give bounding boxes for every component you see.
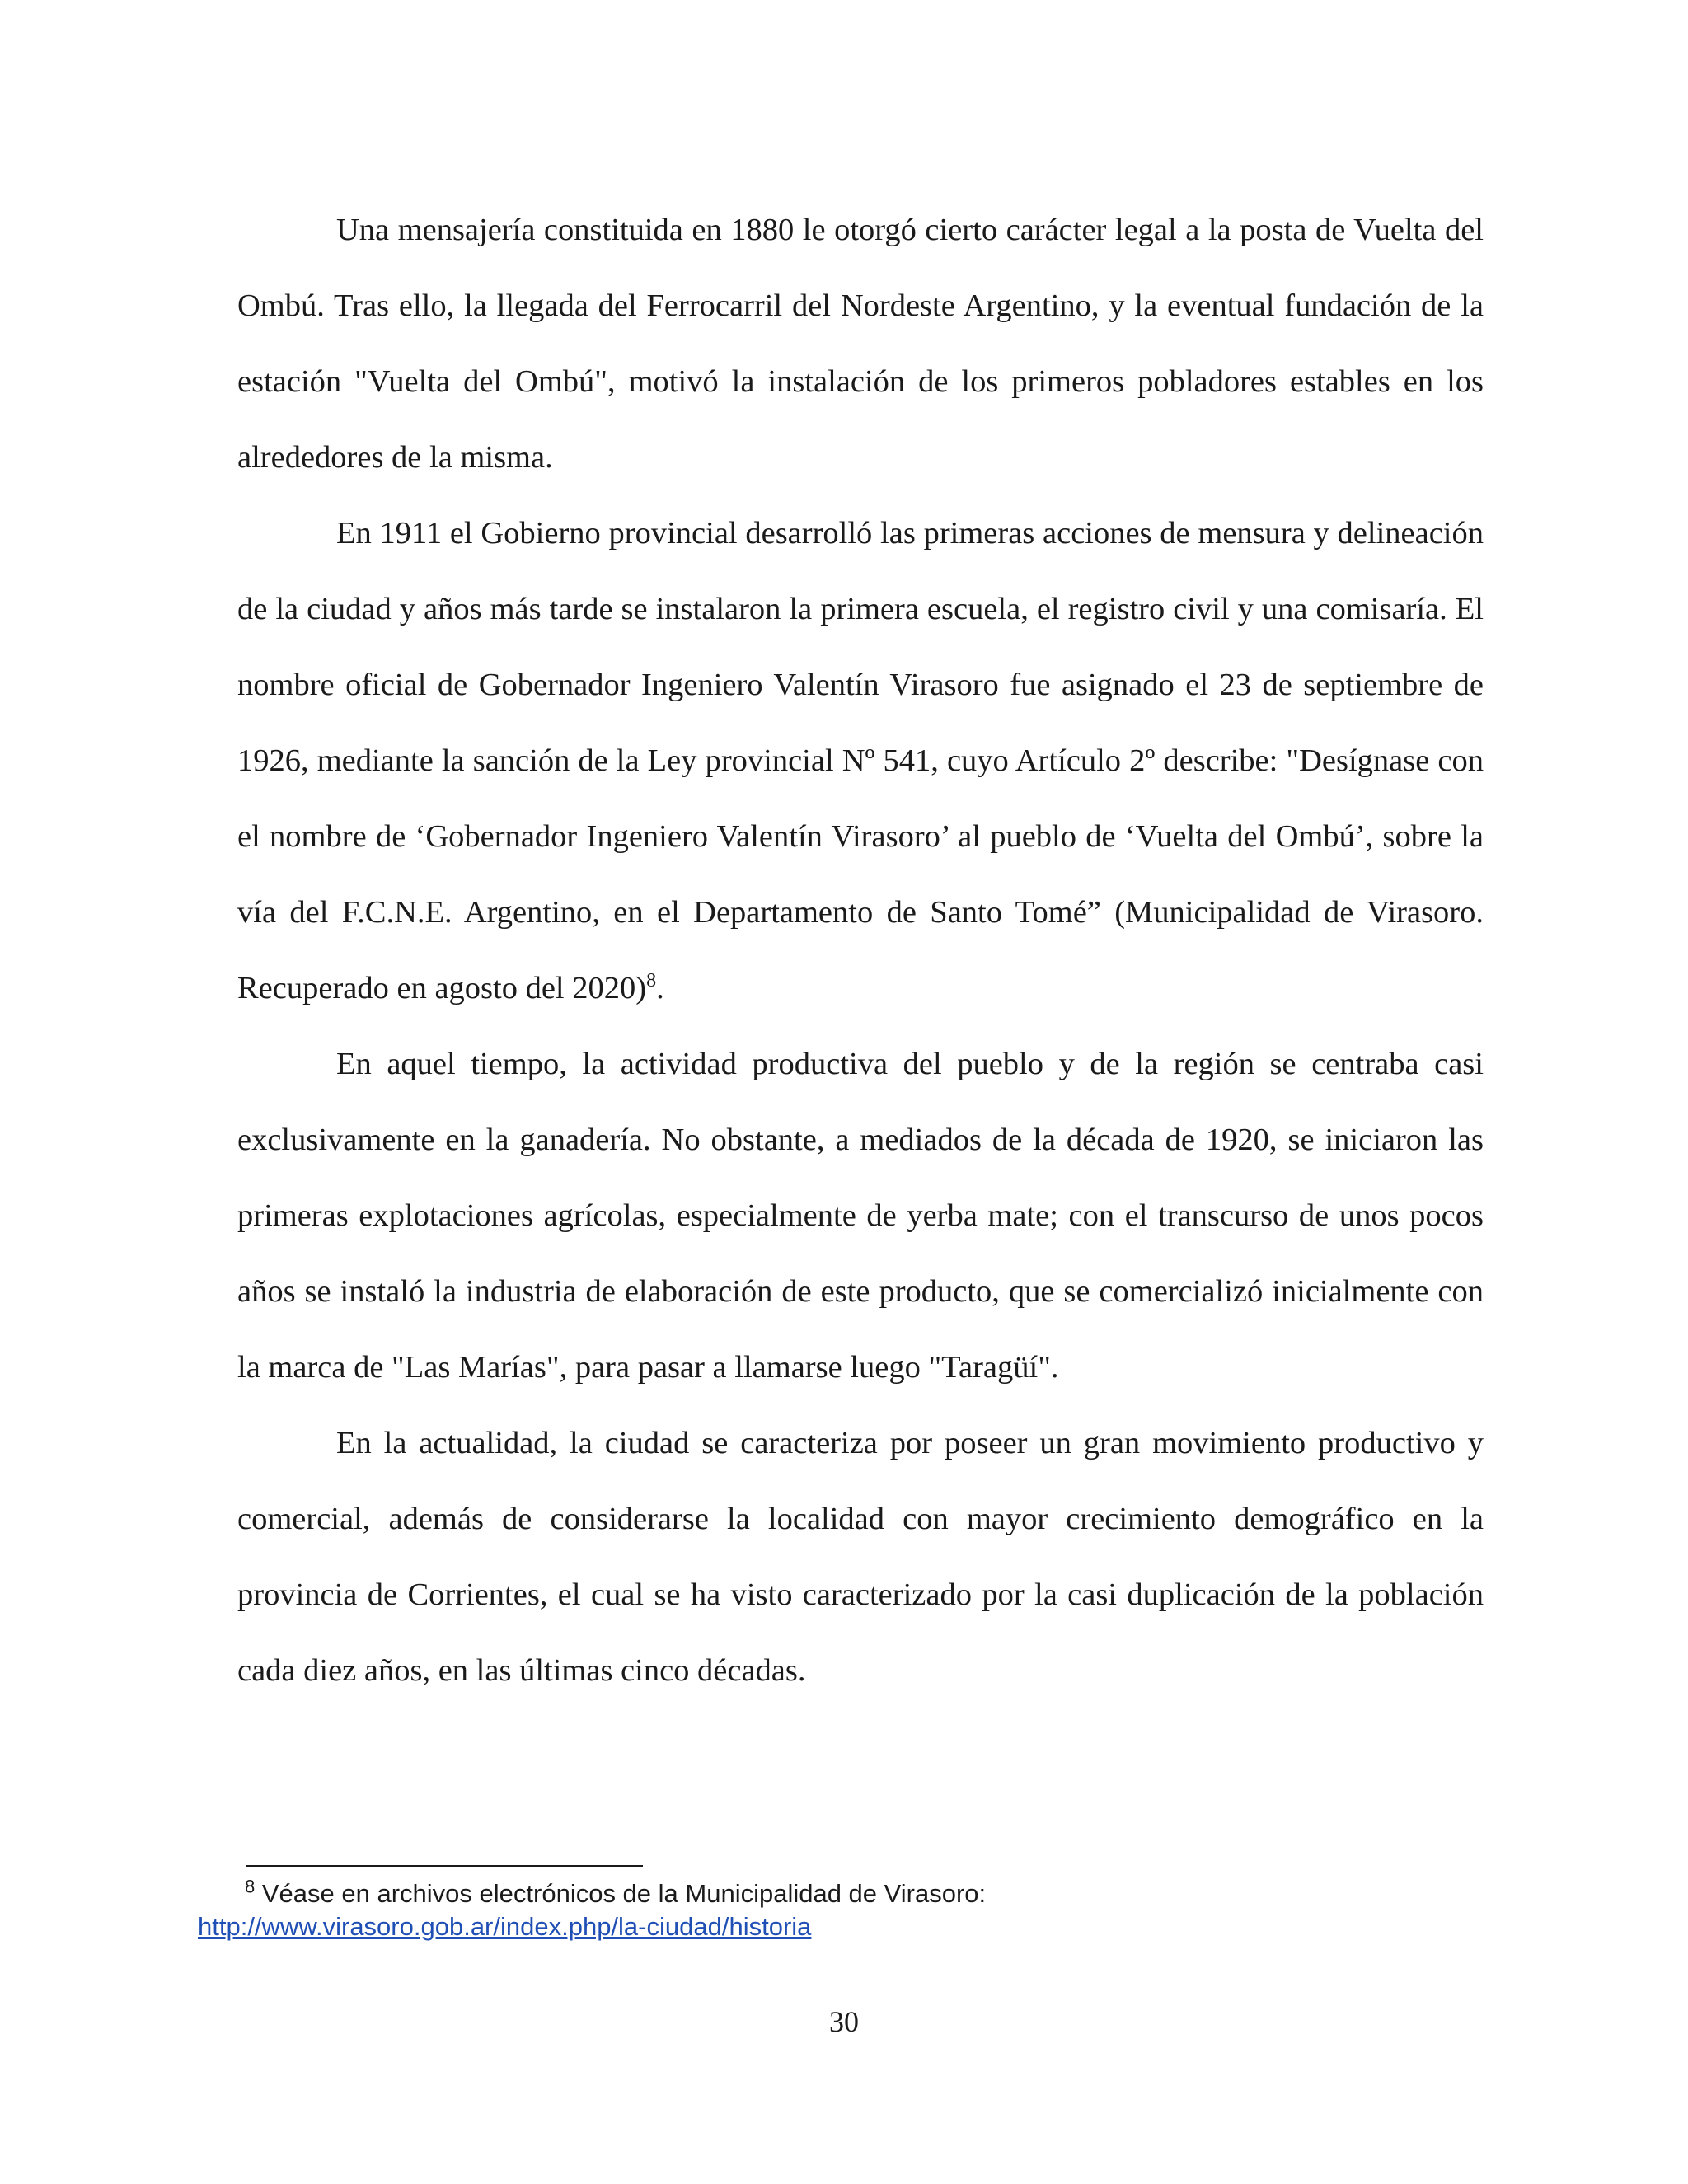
paragraph-4-text: En la actualidad, la ciudad se caracteriza por poseer un gran movimiento productivo y comercial, además de considerarse la localidad con mayor crecimiento demográfico en la provincia de Corrientes, el cual se ha visto caracterizado por la casi duplicación de la población cada diez años, en las últimas cinco décadas.	[237, 1426, 1484, 1688]
paragraph-3-text: En aquel tiempo, la actividad productiva del pueblo y de la región se centraba casi exclusivamente en la ganadería. No obstante, a mediados de la década de 1920, se iniciaron las primeras explotaciones agrícolas, especialmente de yerba mate; con el transcurso de unos pocos años se instaló la industria de elaboración de este producto, que se comercializó inicialmente con la marca de "Las Marías", para pasar a llamarse luego "Taragüí".	[237, 1047, 1484, 1385]
body-text	[237, 192, 1484, 1708]
footnote-link[interactable]: http://www.virasoro.gob.ar/index.php/la-ciudad/historia	[198, 1912, 812, 1941]
footnote-separator	[246, 1865, 643, 1867]
paragraph-2	[237, 495, 1484, 1026]
paragraph-3	[237, 1026, 1484, 1405]
paragraph-4	[237, 1405, 1484, 1708]
paragraph-1-text: Una mensajería constituida en 1880 le otorgó cierto carácter legal a la posta de Vuelta del Ombú. Tras ello, la llegada del Ferrocarril del Nordeste Argentino, y la eventual fundación de la estación "Vuelta del Ombú", motivó la instalación de los primeros pobladores estables en los alrededores de la misma.	[237, 213, 1484, 475]
page-number: 30	[829, 2005, 859, 2038]
paragraph-1	[237, 192, 1484, 495]
footnote-reference[interactable]: 8	[646, 970, 657, 992]
footnote-mark: 8	[245, 1876, 256, 1897]
paragraph-2-tail: .	[656, 971, 664, 1005]
footnote-line	[198, 1877, 1484, 1910]
paragraph-2-text: En 1911 el Gobierno provincial desarrolló las primeras acciones de mensura y delineación de la ciudad y años más tarde se instalaron la primera escuela, el registro civil y una comisaría. El nombre oficial de Gobernador Ingeniero Valentín Virasoro fue asignado el 23 de septiembre de 1926, mediante la sanción de la Ley provincial Nº 541, cuyo Artículo 2º describe: "Desígnase con el nombre de ‘Gobernador Ingeniero Valentín Virasoro’ al pueblo de ‘Vuelta del Ombú’, sobre la vía del F.C.N.E. Argentino, en el Departamento de Santo Tomé” (Municipalidad de Virasoro. Recuperado en agosto del 2020)	[237, 516, 1484, 1005]
footnote-text: Véase en archivos electrónicos de la Municipalidad de Virasoro:	[261, 1879, 987, 1908]
footnote-link-line	[198, 1910, 1484, 1943]
footnote	[198, 1877, 1484, 1943]
